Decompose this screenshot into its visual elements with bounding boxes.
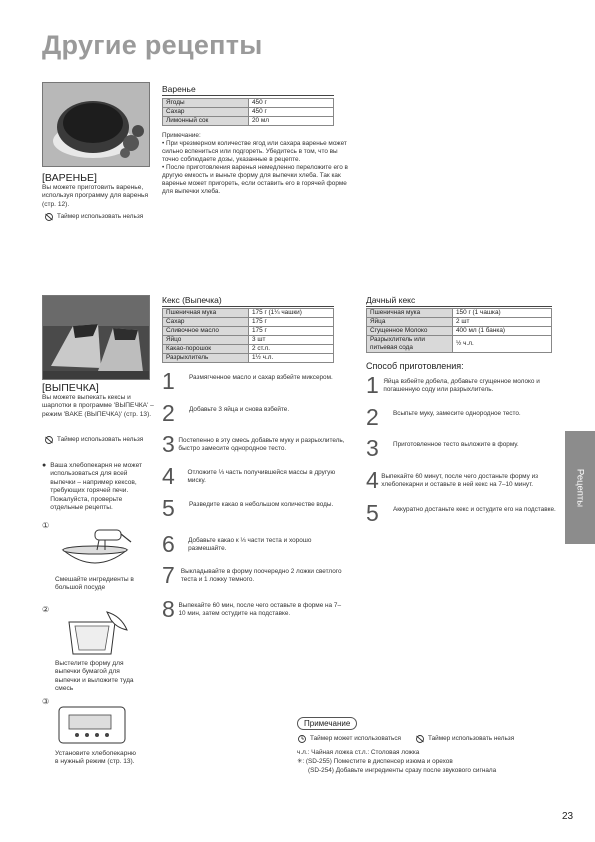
cake-step-3 xyxy=(162,433,346,455)
page-number: 23 xyxy=(562,811,574,822)
table-row xyxy=(163,318,334,327)
table-row xyxy=(367,318,552,327)
ingredient-amount: 175 г (1¼ чашки) xyxy=(249,309,334,318)
fig3-caption: Установите хлебопекарню в нужный режим (стр. 13). xyxy=(55,750,136,766)
ingredient-name: Пшеничная мука xyxy=(163,309,249,318)
baking-paper-illustration xyxy=(55,610,135,658)
step-number: 3 xyxy=(366,435,379,461)
bread-maker-illustration xyxy=(55,705,135,745)
jam-bowl-image xyxy=(43,83,150,167)
step-text: Выпекайте 60 мин, после чего оставьте в форме на 7–10 мин, затем остудите на подставке. xyxy=(178,602,341,618)
cake-step-8 xyxy=(162,598,346,620)
ingredient-amount: 150 г (1 чашка) xyxy=(453,309,552,318)
jam-notes-title: Примечание: xyxy=(162,132,201,139)
step-number: 2 xyxy=(162,400,175,426)
ingredient-amount: ½ ч.л. xyxy=(453,336,552,353)
ingredient-amount: 450 г xyxy=(249,99,334,108)
bake-warning xyxy=(42,462,154,512)
ingredient-name: Разрыхлитель xyxy=(163,354,249,363)
step-number: 4 xyxy=(366,467,379,493)
step-text: Аккуратно достаньте кекс и остудите его на подставке. xyxy=(393,506,556,513)
bake-description: Вы можете выпекать кексы и шарлотки в программе 'ВЫПЕЧКА' – режим 'BAKE (ВЫПЕЧКА)' (стр. 13). xyxy=(42,394,154,418)
step-number: 8 xyxy=(162,596,175,622)
step-text: Выкладывайте в форму поочередно 2 ложки светлого теста и 1 ложку темного. xyxy=(180,568,342,584)
fig3-number: ③ xyxy=(42,697,50,706)
footnote-timer-yes: Таймер может использоваться xyxy=(310,735,401,742)
step-text: Всыпьте муку, замесите однородное тесто. xyxy=(393,410,521,417)
cake-slices-image xyxy=(43,296,150,380)
step-text: Яйца взбейте добела, добавьте сгущенное молоко и погашенную соду или разрыхлитель. xyxy=(383,378,540,394)
fig1-caption: Смешайте ингредиенты в большой посуде xyxy=(55,576,134,592)
bake-timer-note xyxy=(44,436,152,444)
table-row xyxy=(367,327,552,336)
table-row xyxy=(163,354,334,363)
cake-photo xyxy=(42,295,150,380)
bullet-icon: ● xyxy=(42,462,47,469)
step-text: Добавьте 3 яйца и снова взбейте. xyxy=(189,406,290,413)
dacha-recipe-title: Дачный кекс xyxy=(366,295,552,307)
jam-photo xyxy=(42,82,150,167)
step-number: 1 xyxy=(162,368,175,394)
recipes-side-tab xyxy=(565,431,595,544)
bake-warning-text: Ваша хлебопекарня не может использоваться для всей выпечки – например кексов, требующих горячей печи. Пожалуйста, проверьте отдельные рецепты. xyxy=(50,462,143,512)
jam-note-1: • При чрезмерном количестве ягод или сахара варенье может сильно вспениться или подгореть. Убедитесь в том, что вы точно соблюдаете дозы, указанные в рецепте. xyxy=(162,140,347,163)
step-text: Постепенно в эту смесь добавьте муку и разрыхлитель, быстро замесите однородное тесто. xyxy=(178,437,345,453)
step-number: 5 xyxy=(162,495,175,521)
cake-step-5 xyxy=(162,497,346,519)
jam-description: Вы можете приготовить варенье, используя программу для варенья (стр. 12). xyxy=(42,184,149,208)
cake-step-4 xyxy=(162,465,346,487)
step-text: Выпекайте 60 минут, после чего достаньте форму из хлебопекарни и оставьте в ней кекс на 7–10 минут. xyxy=(381,473,539,489)
jam-notes xyxy=(162,132,350,196)
ingredient-amount: 450 г xyxy=(249,108,334,117)
dacha-step-5 xyxy=(366,502,556,524)
step-number: 2 xyxy=(366,404,379,430)
step-text: Размягченное масло и сахар взбейте миксером. xyxy=(189,374,333,381)
ingredient-amount: 2 шт xyxy=(453,318,552,327)
ingredient-amount: 400 мл (1 банка) xyxy=(453,327,552,336)
dacha-step-1 xyxy=(366,374,556,396)
footnote-star-line-2: (SD-254) Добавьте ингредиенты сразу после звукового сигнала xyxy=(308,767,497,774)
step-text: Отложите ⅓ часть получившейся массы в другую миску. xyxy=(187,469,336,485)
footnote-timer-no: Таймер использовать нельзя xyxy=(427,735,515,742)
side-tab-label: Рецепты xyxy=(574,468,586,507)
ingredient-name: Сгущенное Молоко xyxy=(367,327,453,336)
step-text: Приготовленное тесто выложите в форму. xyxy=(393,441,519,448)
ingredient-name: Сахар xyxy=(163,108,249,117)
jam-ingredients-table xyxy=(162,98,334,126)
ingredient-name: Пшеничная мука xyxy=(367,309,453,318)
table-row xyxy=(163,327,334,336)
ingredient-name: Яйца xyxy=(367,318,453,327)
table-row xyxy=(163,117,334,126)
step-number: 3 xyxy=(162,431,175,457)
jam-label: [ВАРЕНЬЕ] xyxy=(42,172,97,184)
table-row xyxy=(163,345,334,354)
jam-timer-note-text: Таймер использовать нельзя xyxy=(57,213,144,220)
mixer-bowl-illustration xyxy=(55,528,135,573)
ingredient-amount: 175 г xyxy=(249,318,334,327)
ingredient-amount: 3 шт xyxy=(249,336,334,345)
ingredient-amount: 1½ ч.л. xyxy=(249,354,334,363)
cake-recipe-title: Кекс (Выпечка) xyxy=(162,295,334,307)
table-row xyxy=(163,99,334,108)
fig2-caption: Выстелите форму для выпечки бумагой для выпечки и выложите туда смесь xyxy=(55,660,134,693)
cake-ingredients-table xyxy=(162,308,334,363)
table-row xyxy=(367,336,552,353)
footnote-spoons: ч.л.: Чайная ложка ст.л.: Столовая ложка xyxy=(297,749,420,756)
table-row xyxy=(367,309,552,318)
step-number: 5 xyxy=(366,500,379,526)
no-timer-icon xyxy=(44,213,54,221)
no-timer-icon xyxy=(415,735,425,743)
dacha-method-title: Способ приготовления: xyxy=(366,361,464,371)
ingredient-amount: 2 ст.л. xyxy=(249,345,334,354)
ingredient-name: Разрыхлитель или питьевая сода xyxy=(367,336,453,353)
table-row xyxy=(163,336,334,345)
ingredient-amount: 20 мл xyxy=(249,117,334,126)
step-number: 1 xyxy=(366,372,379,398)
ingredient-name: Яйцо xyxy=(163,336,249,345)
ingredient-name: Сахар xyxy=(163,318,249,327)
cake-step-1 xyxy=(162,370,346,392)
ingredient-name: Какао-порошок xyxy=(163,345,249,354)
ingredient-name: Сливочное масло xyxy=(163,327,249,336)
cake-step-6 xyxy=(162,533,346,555)
footnote-star-line-1: ✳: (SD-255) Поместите в диспенсер изюма и орехов xyxy=(297,758,453,765)
dacha-ingredients-table xyxy=(366,308,552,353)
ingredient-name: Лимонный сок xyxy=(163,117,249,126)
step-text: Добавьте какао к ⅓ части теста и хорошо размешайте. xyxy=(188,537,312,553)
jam-note-2: • После приготовления варенья немедленно переложите его в другую емкость и выньте форму для выпечки хлеба. Так как варенье может пригореть, если оставить его в горячей форме для выпечки хлеба. xyxy=(162,164,348,195)
footnote-label: Примечание xyxy=(297,717,357,730)
jam-recipe-title: Варенье xyxy=(162,84,334,96)
table-row xyxy=(163,309,334,318)
dacha-step-2 xyxy=(366,406,556,428)
dacha-step-4 xyxy=(366,469,556,491)
bake-timer-note-text: Таймер использовать нельзя xyxy=(57,436,144,443)
dacha-step-3 xyxy=(366,437,556,459)
ingredient-amount: 175 г xyxy=(249,327,334,336)
page-title: Другие рецепты xyxy=(42,30,263,60)
table-row xyxy=(163,108,334,117)
fig2-number: ② xyxy=(42,605,50,614)
cake-step-2 xyxy=(162,402,346,424)
step-number: 4 xyxy=(162,463,175,489)
step-text: Разведите какао в небольшом количестве воды. xyxy=(189,501,334,508)
fig1-number: ① xyxy=(42,521,50,530)
footnote-timer-row xyxy=(297,735,514,744)
step-number: 6 xyxy=(162,531,175,557)
bake-label: [ВЫПЕЧКА] xyxy=(42,382,99,394)
no-timer-icon xyxy=(44,436,54,444)
ingredient-name: Ягоды xyxy=(163,99,249,108)
cake-step-7 xyxy=(162,564,346,586)
timer-icon xyxy=(297,735,307,743)
jam-timer-note xyxy=(44,213,152,221)
step-number: 7 xyxy=(162,562,175,588)
